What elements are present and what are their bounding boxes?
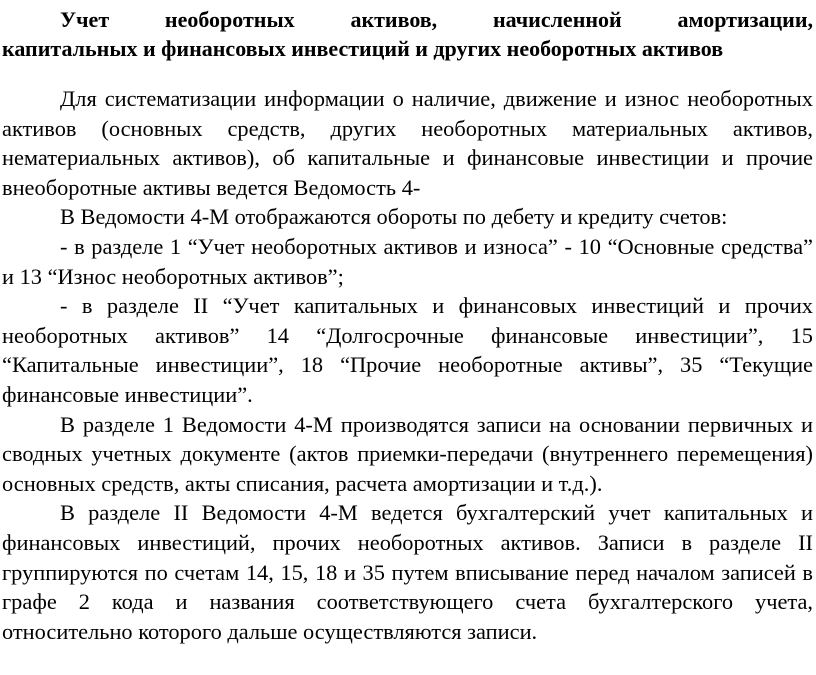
title-line-1: Учет необоротных активов, начисленной амортизации, xyxy=(60,7,813,32)
document-body xyxy=(2,84,813,646)
document-title xyxy=(2,5,813,63)
paragraph-section-2-records: В разделе II Ведомости 4-М ведется бухгалтерский учет капитальных и финансовых инвестиций, прочих необоротных активов. Записи в разделе II группируются по счетам 14, 15, 18 и 35 путем вписывание перед началом записей в графе 2 кода и названия соответствующего счета бухгалтерского учета, относительно которого дальше осуществляются записи. xyxy=(2,500,813,644)
paragraph-section-1-records: В разделе 1 Ведомости 4-М производятся записи на основании первичных и сводных учетных документе (актов приемки-передачи (внутреннего перемещения) основных средств, акты списания, расчета амортизации и т.д.). xyxy=(2,411,813,496)
title-line-2: капитальных и финансовых инвестиций и других необоротных активов xyxy=(2,36,724,61)
paragraph-section-2-list-item: - в разделе II “Учет капитальных и финансовых инвестиций и прочих необоротных активов” 14 “Долгосрочные финансовые инвестиции”, 15 “Капитальные инвестиции”, 18 “Прочие необоротные активы”, 35 “Текущие финансовые инвестиции”. xyxy=(2,293,813,407)
paragraph-section-1-list-item: - в разделе 1 “Учет необоротных активов и износа” - 10 “Основные средства” и 13 “Износ необоротных активов”; xyxy=(2,233,813,289)
paragraph-intro: Для систематизации информации о наличие, движение и износ необоротных активов (основных средств, других необоротных материальных активов, нематериальных активов), об капитальные и финансовые инвестиции и прочие внеоборотные активы ведется Ведомость 4- xyxy=(2,86,813,200)
paragraph-statement-turnover: В Ведомости 4-М отображаются обороты по дебету и кредиту счетов: xyxy=(60,204,728,230)
